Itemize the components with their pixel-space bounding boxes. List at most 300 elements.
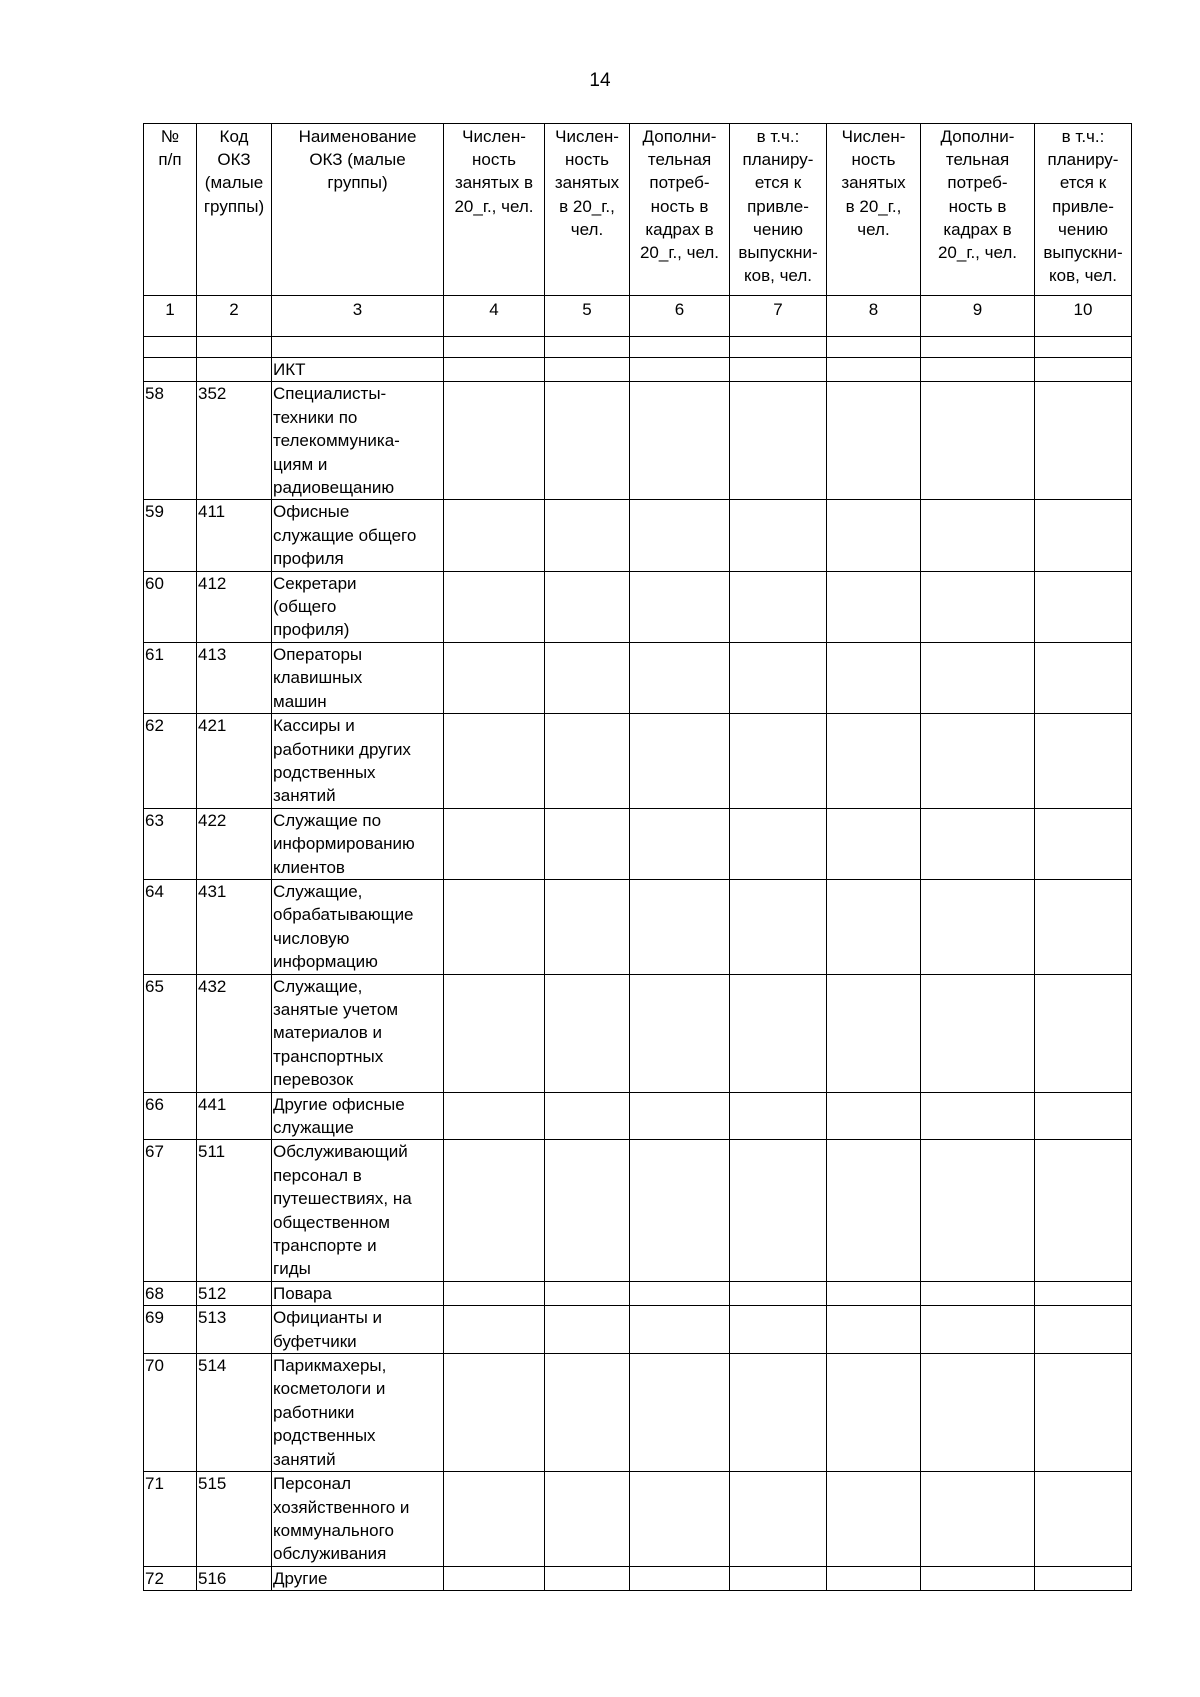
okz-code: 441 [197, 1092, 272, 1140]
empty-value-cell [545, 571, 630, 642]
empty-value-cell [545, 1472, 630, 1567]
empty-value-cell [827, 571, 921, 642]
okz-name-line: обслуживания [273, 1544, 387, 1564]
okz-name [272, 1354, 444, 1472]
empty-value-cell [730, 571, 827, 642]
column-header-line: 20_г., чел. [937, 243, 1018, 263]
empty-value-cell [630, 1092, 730, 1140]
okz-name-line: общественном [273, 1212, 390, 1232]
okz-code: 516 [197, 1566, 272, 1590]
column-number-8: 8 [827, 296, 921, 337]
empty-value-cell [1035, 1281, 1132, 1305]
okz-name-line: Служащие, [273, 976, 363, 996]
column-header-line: группы) [327, 173, 388, 193]
okz-name-line: коммунального [273, 1520, 394, 1540]
okz-code: 411 [197, 500, 272, 571]
page-number: 14 [589, 70, 611, 91]
okz-name [272, 358, 444, 382]
okz-name-line: путешествиях, на [273, 1189, 412, 1209]
okz-name-line: циям и [273, 454, 328, 474]
row-number: 72 [144, 1566, 197, 1590]
okz-name-line: работники [273, 1402, 355, 1422]
table-row [144, 1092, 1132, 1140]
empty-value-cell [1035, 642, 1132, 713]
column-header-line: занятых [554, 173, 620, 193]
column-header-line: Наименование [298, 127, 417, 146]
column-header-line: ность в [948, 196, 1007, 216]
table-row [144, 714, 1132, 809]
empty-value-cell [545, 974, 630, 1092]
empty-value-cell [1035, 1140, 1132, 1281]
okz-name-line: занятий [273, 786, 336, 806]
empty-value-cell [921, 974, 1035, 1092]
okz-name [272, 1281, 444, 1305]
column-number-9: 9 [921, 296, 1035, 337]
column-header-line: группы) [203, 196, 265, 216]
column-header-line: в т.ч.: [1061, 127, 1105, 146]
column-number-5: 5 [545, 296, 630, 337]
column-header-line: Код [219, 127, 249, 146]
okz-code: 432 [197, 974, 272, 1092]
row-number: 65 [144, 974, 197, 1092]
empty-value-cell [921, 1140, 1035, 1281]
okz-name-line: Обслуживающий [273, 1142, 408, 1162]
empty-value-cell [545, 879, 630, 974]
column-number-7: 7 [730, 296, 827, 337]
okz-name-line: персонал в [273, 1165, 362, 1185]
empty-value-cell [730, 714, 827, 809]
empty-value-cell [630, 1306, 730, 1354]
empty-value-cell [921, 714, 1035, 809]
empty-value-cell [444, 1140, 545, 1281]
empty-value-cell [444, 382, 545, 500]
okz-name-line: клиентов [273, 857, 345, 877]
okz-name-line: транспортных [273, 1046, 384, 1066]
okz-name [272, 808, 444, 879]
empty-value-cell [444, 1281, 545, 1305]
empty-value-cell [921, 808, 1035, 879]
column-header-3 [272, 124, 444, 296]
empty-value-cell [827, 1566, 921, 1590]
okz-name-line: перевозок [273, 1070, 354, 1090]
okz-code: 515 [197, 1472, 272, 1567]
empty-value-cell [827, 1472, 921, 1567]
okz-name-line: Служащие по [273, 810, 382, 830]
okz-code: 352 [197, 382, 272, 500]
okz-name [272, 500, 444, 571]
okz-name [272, 382, 444, 500]
row-number: 61 [144, 642, 197, 713]
empty-value-cell [1035, 808, 1132, 879]
row-number: 59 [144, 500, 197, 571]
column-number-1: 1 [144, 296, 197, 337]
okz-name [272, 1092, 444, 1140]
empty-value-cell [730, 382, 827, 500]
column-header-line: (малые [204, 173, 264, 193]
column-header-line: ность [565, 150, 609, 170]
empty-value-cell [545, 1306, 630, 1354]
empty-value-cell [545, 1092, 630, 1140]
empty-value-cell [545, 642, 630, 713]
column-header-line: планиру- [1047, 150, 1119, 170]
empty-value-cell [630, 1281, 730, 1305]
empty-value-cell [827, 808, 921, 879]
column-header-8 [827, 124, 921, 296]
empty-value-cell [630, 642, 730, 713]
empty-value-cell [444, 1306, 545, 1354]
empty-value-cell [921, 500, 1035, 571]
column-header-line: привле- [747, 196, 809, 216]
empty-value-cell [545, 1566, 630, 1590]
row-number: 63 [144, 808, 197, 879]
okz-code: 512 [197, 1281, 272, 1305]
empty-value-cell [921, 1354, 1035, 1472]
row-number: 68 [144, 1281, 197, 1305]
column-header-line: занятых [841, 173, 906, 193]
empty-value-cell [545, 1140, 630, 1281]
column-number-3: 3 [272, 296, 444, 337]
empty-value-cell [630, 1140, 730, 1281]
table-row [144, 500, 1132, 571]
column-number-10: 10 [1035, 296, 1132, 337]
okz-name-line: телекоммуника- [273, 431, 400, 451]
okz-name [272, 714, 444, 809]
empty-value-cell [827, 879, 921, 974]
empty-value-cell [730, 1281, 827, 1305]
column-header-line: чению [1058, 219, 1108, 239]
empty-value-cell [730, 1472, 827, 1567]
okz-name [272, 1140, 444, 1281]
okz-name-line: числовую [273, 928, 350, 948]
okz-name-line: работники других [273, 739, 411, 759]
empty-value-cell [444, 1092, 545, 1140]
column-number-4: 4 [444, 296, 545, 337]
column-header-line: привле- [1052, 196, 1114, 216]
okz-name-line: буфетчики [273, 1331, 357, 1351]
column-header-line: выпускни- [738, 243, 818, 263]
empty-value-cell [630, 879, 730, 974]
column-header-line: чел. [570, 219, 604, 239]
okz-name [272, 642, 444, 713]
empty-value-cell [444, 714, 545, 809]
column-header-line: выпускни- [1043, 243, 1123, 263]
column-header-line: ОКЗ (малые [309, 150, 406, 170]
okz-code: 421 [197, 714, 272, 809]
okz-name-line: хозяйственного и [273, 1497, 410, 1517]
row-number: 62 [144, 714, 197, 809]
okz-name-line: гиды [273, 1259, 311, 1279]
okz-name-line: профиля [273, 549, 344, 569]
empty-value-cell [630, 571, 730, 642]
okz-name-line: занятий [273, 1449, 336, 1469]
empty-value-cell [921, 642, 1035, 713]
empty-value-cell [730, 642, 827, 713]
empty-value-cell [1035, 571, 1132, 642]
okz-code: 431 [197, 879, 272, 974]
empty-value-cell [730, 808, 827, 879]
okz-name-line: Секретари [273, 573, 357, 593]
empty-value-cell [921, 1281, 1035, 1305]
okz-name-line: родственных [273, 762, 376, 782]
column-number-2: 2 [197, 296, 272, 337]
row-number: 67 [144, 1140, 197, 1281]
okz-name-line: транспорте и [273, 1236, 377, 1256]
empty-value-cell [730, 1140, 827, 1281]
empty-value-cell [827, 500, 921, 571]
row-number: 71 [144, 1472, 197, 1567]
column-header-line: ность [851, 150, 896, 170]
column-header-6 [630, 124, 730, 296]
empty-value-cell [1035, 382, 1132, 500]
okz-code: 412 [197, 571, 272, 642]
row-number: 66 [144, 1092, 197, 1140]
okz-name-line: обрабатывающие [273, 905, 414, 925]
row-number: 60 [144, 571, 197, 642]
row-number: 70 [144, 1354, 197, 1472]
empty-value-cell [630, 1566, 730, 1590]
empty-value-cell [545, 1281, 630, 1305]
column-header-line: Дополни- [642, 127, 717, 146]
column-header-line: п/п [158, 150, 182, 170]
okz-name-line: Служащие, [273, 881, 363, 901]
empty-value-cell [444, 642, 545, 713]
occupations-table [143, 123, 1132, 1591]
column-header-line: 20_г., чел. [454, 196, 534, 216]
empty-value-cell [630, 382, 730, 500]
okz-name [272, 571, 444, 642]
empty-value-cell [730, 1306, 827, 1354]
empty-value-cell [545, 382, 630, 500]
okz-name [272, 879, 444, 974]
okz-name-line: информацию [273, 952, 378, 972]
table-row [144, 1281, 1132, 1305]
okz-code [197, 358, 272, 382]
table-row [144, 642, 1132, 713]
okz-code: 513 [197, 1306, 272, 1354]
okz-name-line: родственных [273, 1426, 376, 1446]
column-header-line: ется к [1059, 173, 1107, 193]
row-number: 64 [144, 879, 197, 974]
empty-value-cell [545, 500, 630, 571]
column-header-line: в 20_г., [845, 196, 902, 216]
empty-value-cell [630, 714, 730, 809]
column-header-line: чел. [857, 219, 890, 239]
okz-name-line: (общего [273, 597, 337, 617]
empty-value-cell [921, 1306, 1035, 1354]
empty-value-cell [444, 974, 545, 1092]
empty-value-cell [730, 1566, 827, 1590]
empty-value-cell [444, 358, 545, 382]
okz-name [272, 1306, 444, 1354]
column-header-line: кадрах в [645, 219, 714, 239]
empty-value-cell [730, 1354, 827, 1472]
row-number [144, 358, 197, 382]
empty-value-cell [921, 1472, 1035, 1567]
column-header-line: ков, чел. [1049, 266, 1117, 286]
okz-name [272, 1472, 444, 1567]
okz-name-line: ИКТ [273, 360, 306, 379]
column-header-2 [197, 124, 272, 296]
okz-name-line: косметологи и [273, 1379, 386, 1399]
empty-value-cell [730, 358, 827, 382]
empty-value-cell [444, 1472, 545, 1567]
header-row [144, 124, 1132, 296]
column-header-4 [444, 124, 545, 296]
column-header-line: ков, чел. [744, 266, 812, 286]
column-header-line: № [160, 127, 180, 146]
okz-name-line: Парикмахеры, [273, 1356, 387, 1376]
okz-name-line: Операторы [273, 644, 363, 664]
column-header-7 [730, 124, 827, 296]
empty-value-cell [545, 714, 630, 809]
okz-name-line: радиовещанию [273, 478, 395, 498]
empty-value-cell [827, 1306, 921, 1354]
empty-value-cell [444, 500, 545, 571]
row-number: 58 [144, 382, 197, 500]
table-row [144, 571, 1132, 642]
table-row [144, 808, 1132, 879]
table-row [144, 974, 1132, 1092]
column-number-6: 6 [630, 296, 730, 337]
okz-code: 413 [197, 642, 272, 713]
okz-code: 422 [197, 808, 272, 879]
empty-value-cell [921, 358, 1035, 382]
empty-value-cell [730, 974, 827, 1092]
column-header-line: Числен- [555, 127, 619, 146]
column-header-line: тельная [647, 150, 712, 170]
okz-name [272, 974, 444, 1092]
empty-value-cell [1035, 1354, 1132, 1472]
okz-name-line: Офисные [273, 502, 350, 522]
spacer-row [144, 337, 1132, 358]
empty-value-cell [1035, 500, 1132, 571]
okz-name-line: Другие [273, 1568, 328, 1588]
column-header-line: чению [753, 219, 803, 239]
okz-name [272, 1566, 444, 1590]
column-header-line: тельная [945, 150, 1010, 170]
empty-value-cell [827, 974, 921, 1092]
column-header-line: 20_г., чел. [639, 243, 720, 263]
empty-value-cell [1035, 1472, 1132, 1567]
table-row [144, 382, 1132, 500]
okz-name-line: Кассиры и [273, 716, 355, 736]
empty-value-cell [444, 1566, 545, 1590]
table-row [144, 1306, 1132, 1354]
empty-value-cell [630, 358, 730, 382]
okz-name-line: техники по [273, 407, 358, 427]
empty-value-cell [1035, 1092, 1132, 1140]
table-row [144, 1140, 1132, 1281]
empty-value-cell [1035, 714, 1132, 809]
column-header-line: планиру- [742, 150, 814, 170]
okz-name-line: машин [273, 691, 327, 711]
empty-value-cell [630, 1354, 730, 1472]
empty-value-cell [730, 879, 827, 974]
column-header-10 [1035, 124, 1132, 296]
empty-value-cell [545, 808, 630, 879]
empty-value-cell [921, 1092, 1035, 1140]
empty-value-cell [1035, 879, 1132, 974]
empty-value-cell [444, 879, 545, 974]
okz-name-line: занятые учетом [273, 999, 399, 1019]
empty-value-cell [630, 974, 730, 1092]
okz-code: 514 [197, 1354, 272, 1472]
column-header-line: в 20_г., [559, 196, 615, 216]
table-row [144, 879, 1132, 974]
okz-code: 511 [197, 1140, 272, 1281]
empty-value-cell [827, 1092, 921, 1140]
table-row [144, 1566, 1132, 1590]
okz-name-line: Официанты и [273, 1308, 383, 1328]
empty-value-cell [827, 1281, 921, 1305]
column-header-line: кадрах в [943, 219, 1012, 239]
empty-value-cell [630, 808, 730, 879]
empty-value-cell [827, 642, 921, 713]
empty-value-cell [545, 358, 630, 382]
empty-value-cell [921, 382, 1035, 500]
column-header-line: в т.ч.: [756, 127, 800, 146]
column-header-line: ность [472, 150, 516, 170]
okz-name-line: Другие офисные [273, 1094, 405, 1114]
table-row [144, 1472, 1132, 1567]
row-number: 69 [144, 1306, 197, 1354]
column-header-line: Числен- [841, 127, 906, 146]
empty-value-cell [827, 1140, 921, 1281]
empty-value-cell [1035, 974, 1132, 1092]
okz-name-line: служащие [273, 1118, 354, 1137]
empty-value-cell [730, 1092, 827, 1140]
okz-name-line: Специалисты- [273, 384, 387, 404]
column-header-line: потреб- [649, 173, 710, 193]
okz-name-line: Персонал [273, 1474, 352, 1494]
table-row [144, 358, 1132, 382]
empty-value-cell [444, 1354, 545, 1472]
empty-value-cell [921, 1566, 1035, 1590]
empty-value-cell [1035, 1566, 1132, 1590]
empty-value-cell [1035, 1306, 1132, 1354]
column-header-5 [545, 124, 630, 296]
empty-value-cell [921, 879, 1035, 974]
empty-value-cell [827, 714, 921, 809]
column-header-line: Числен- [462, 127, 526, 146]
empty-value-cell [545, 1354, 630, 1472]
okz-name-line: материалов и [273, 1023, 383, 1043]
empty-value-cell [827, 382, 921, 500]
column-header-line: ность в [650, 196, 709, 216]
column-number-row [144, 296, 1132, 337]
empty-value-cell [1035, 358, 1132, 382]
empty-value-cell [444, 571, 545, 642]
column-header-line: ется к [754, 173, 802, 193]
table-body [144, 358, 1132, 1591]
okz-name-line: профиля) [273, 620, 350, 640]
okz-name-line: клавишных [273, 668, 363, 688]
empty-value-cell [827, 358, 921, 382]
column-header-line: занятых в [454, 173, 534, 193]
column-header-9 [921, 124, 1035, 296]
empty-value-cell [730, 500, 827, 571]
empty-value-cell [921, 571, 1035, 642]
okz-name-line: Повара [273, 1283, 332, 1303]
okz-name-line: служащие общего [273, 525, 417, 545]
empty-value-cell [630, 500, 730, 571]
empty-value-cell [630, 1472, 730, 1567]
okz-name-line: информированию [273, 834, 415, 854]
column-header-line: Дополни- [940, 127, 1015, 146]
column-header-line: потреб- [947, 173, 1008, 193]
empty-value-cell [444, 808, 545, 879]
column-header-1 [144, 124, 197, 296]
